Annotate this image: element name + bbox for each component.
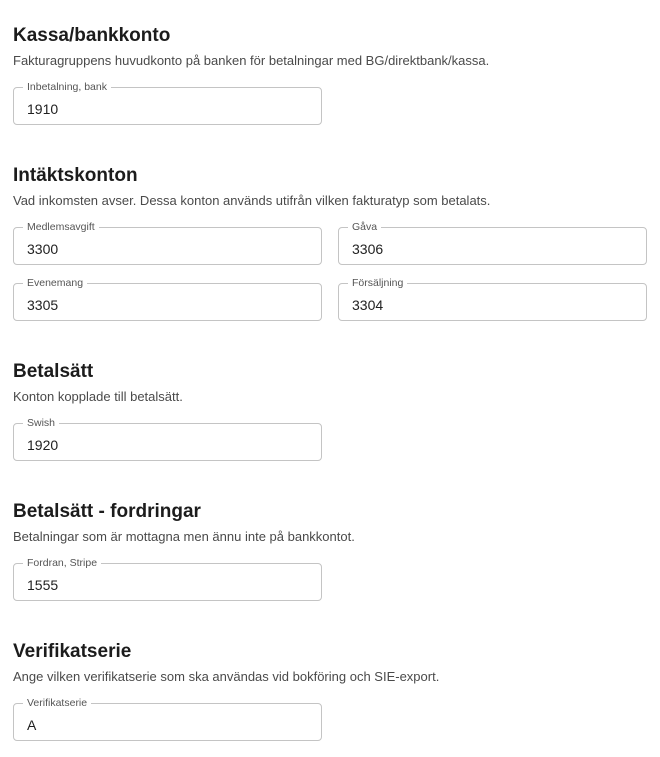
stripe-receivable-input[interactable] — [14, 564, 321, 600]
section-description: Betalningar som är mottagna men ännu inte på bankkontot. — [13, 529, 355, 544]
field-stripe-receivable[interactable] — [13, 557, 322, 601]
field-gift[interactable] — [338, 221, 647, 265]
section-description: Konton kopplade till betalsätt. — [13, 389, 183, 404]
section-description: Fakturagruppens huvudkonto på banken för betalningar med BG/direktbank/kassa. — [13, 53, 490, 68]
section-cash-account — [13, 25, 647, 69]
field-bank-deposit[interactable] — [13, 81, 322, 125]
field-event[interactable] — [13, 277, 322, 321]
field-membership-fee[interactable] — [13, 221, 322, 265]
field-label: Verifikatserie — [23, 697, 91, 709]
field-label: Gåva — [348, 221, 381, 233]
section-receivables — [13, 501, 647, 545]
field-label: Försäljning — [348, 277, 407, 289]
section-title: Verifikatserie — [13, 641, 132, 662]
section-description: Vad inkomsten avser. Dessa konton används utifrån vilken fakturatyp som betalats. — [13, 193, 491, 208]
field-swish[interactable] — [13, 417, 322, 461]
section-title: Betalsätt — [13, 361, 94, 382]
field-label: Inbetalning, bank — [23, 81, 111, 93]
section-description: Ange vilken verifikatserie som ska användas vid bokföring och SIE-export. — [13, 669, 440, 684]
section-voucher-series — [13, 641, 647, 685]
field-label: Swish — [23, 417, 59, 429]
voucher-series-input[interactable] — [14, 704, 321, 740]
event-input[interactable] — [14, 284, 321, 320]
section-income-accounts — [13, 165, 647, 209]
swish-input[interactable] — [14, 424, 321, 460]
section-payment-methods — [13, 361, 647, 405]
membership-fee-input[interactable] — [14, 228, 321, 264]
section-title: Intäktskonton — [13, 165, 138, 186]
field-voucher-series[interactable] — [13, 697, 322, 741]
field-label: Medlemsavgift — [23, 221, 99, 233]
gift-input[interactable] — [339, 228, 646, 264]
field-sales[interactable] — [338, 277, 647, 321]
section-title: Kassa/bankkonto — [13, 25, 171, 46]
field-label: Fordran, Stripe — [23, 557, 101, 569]
field-label: Evenemang — [23, 277, 87, 289]
section-title: Betalsätt - fordringar — [13, 501, 201, 522]
sales-input[interactable] — [339, 284, 646, 320]
bank-deposit-input[interactable] — [14, 88, 321, 124]
